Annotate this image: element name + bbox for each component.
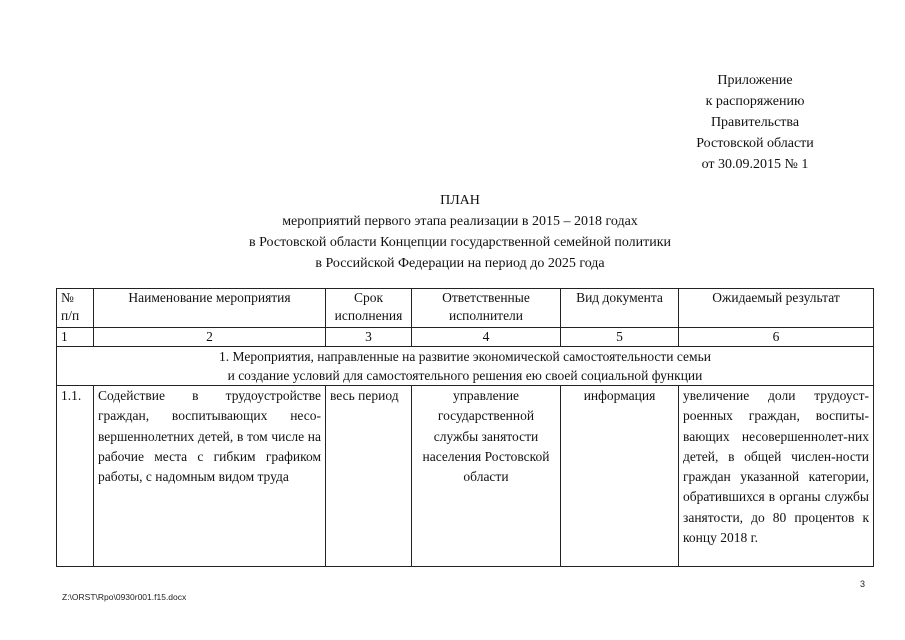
section-row [57, 347, 874, 386]
plan-title [160, 190, 760, 274]
title-heading: ПЛАН [440, 193, 480, 208]
plan-table [56, 288, 874, 567]
row-result: увеличение доли трудоуст-роенных граждан, воспиты-вающих несовершеннолет-них детей, в общей числен-ности граждан указанной категории, обратившихся в органы службы занятости, до 80 процентов к концу 2018 г. [679, 386, 874, 567]
header-document: Вид документа [561, 289, 679, 328]
column-number: 2 [94, 328, 326, 347]
column-number: 6 [679, 328, 874, 347]
column-number-row [57, 328, 874, 347]
header-num: № п/п [57, 289, 94, 328]
column-number: 4 [412, 328, 561, 347]
title-line: в Российской Федерации на период до 2025 года [315, 256, 605, 271]
column-number: 1 [57, 328, 94, 347]
appendix-line: Правительства [710, 115, 800, 130]
appendix-line: к распоряжению [705, 94, 805, 109]
header-responsible: Ответственные исполнители [412, 289, 561, 328]
row-term: весь период [326, 386, 412, 567]
page-number: 3 [860, 579, 866, 589]
header-result: Ожидаемый результат [679, 289, 874, 328]
row-number: 1.1. [57, 386, 94, 567]
column-number: 5 [561, 328, 679, 347]
appendix-line: от 30.09.2015 № 1 [701, 157, 809, 172]
header-name: Наименование мероприятия [94, 289, 326, 328]
row-responsible: управление государственной службы занятости населения Ростовской области [412, 386, 561, 567]
row-document: информация [561, 386, 679, 567]
section-heading: 1. Мероприятия, направленные на развитие экономической самостоятельности семьи и создание условий для самостоятельного решения ею своей социальной функции [57, 347, 874, 386]
column-number: 3 [326, 328, 412, 347]
appendix-line: Приложение [717, 73, 793, 88]
file-path: Z:\ORST\Rpo\0930r001.f15.docx [62, 592, 187, 602]
appendix-block [660, 70, 850, 175]
table-header-row [57, 289, 874, 328]
row-name: Содействие в трудоустройстве граждан, воспитывающих несо-вершеннолетних детей, в том числе на рабочие места с гибким графиком работы, с надомным видом труда [94, 386, 326, 567]
table-row [57, 386, 874, 567]
title-line: в Ростовской области Концепции государственной семейной политики [248, 235, 672, 250]
title-line: мероприятий первого этапа реализации в 2015 – 2018 годах [282, 214, 638, 229]
appendix-line: Ростовской области [696, 136, 814, 151]
header-term: Срок исполнения [326, 289, 412, 328]
